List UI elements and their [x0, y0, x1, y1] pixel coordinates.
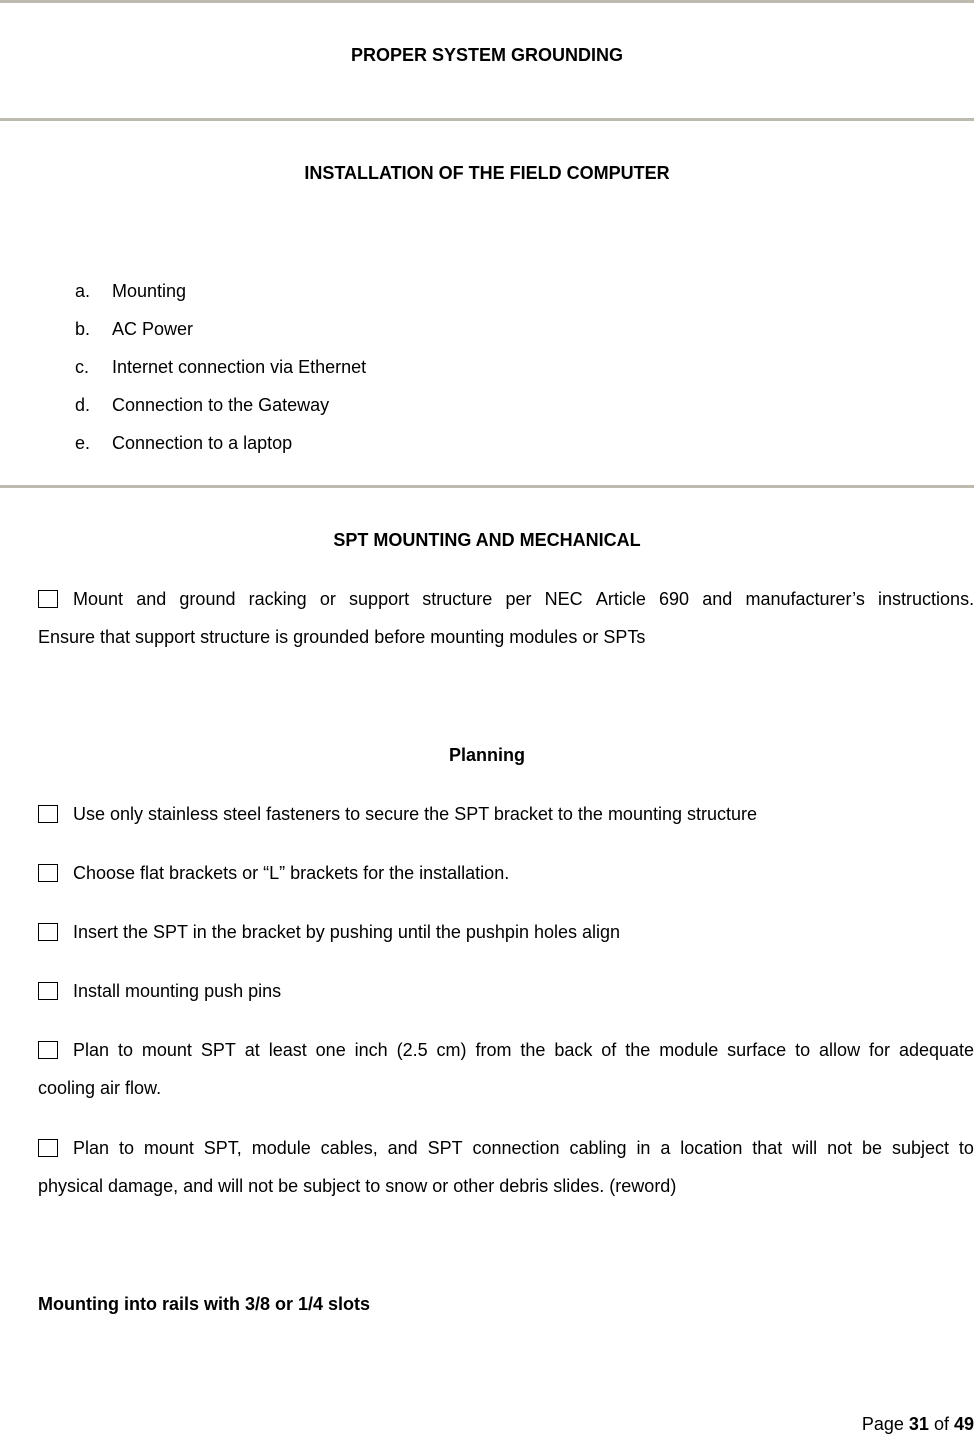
word-gap — [865, 588, 878, 610]
checklist-word: will — [792, 1138, 818, 1158]
section-divider — [0, 485, 974, 488]
checklist-word: per — [505, 589, 532, 609]
word-gap — [689, 588, 702, 610]
checklist-word: from — [475, 1040, 512, 1060]
checklist-line — [38, 980, 974, 1002]
word-gap — [109, 1039, 118, 1061]
word-gap — [511, 1039, 520, 1061]
checklist-word: and — [387, 1138, 418, 1158]
word-gap — [109, 1137, 119, 1159]
page-number — [862, 1413, 974, 1435]
word-gap — [860, 1039, 869, 1061]
word-gap — [817, 1137, 827, 1159]
checklist-word: NEC — [544, 589, 583, 609]
word-gap — [670, 1137, 680, 1159]
word-gap — [123, 588, 136, 610]
word-gap — [786, 1039, 795, 1061]
checklist-continuation: physical damage, and will not be subject to snow or other debris slides. (reword) — [38, 1176, 677, 1196]
word-gap — [742, 1137, 752, 1159]
checkbox[interactable] — [38, 1139, 58, 1157]
checklist-word: cables, — [320, 1138, 378, 1158]
word-gap — [646, 588, 659, 610]
checklist-word: to — [118, 1138, 134, 1158]
checklist-word: inch — [354, 1040, 388, 1060]
word-gap — [583, 588, 596, 610]
word-gap — [194, 1137, 204, 1159]
list-marker: e. — [75, 433, 91, 453]
list-item-text: Mounting — [112, 281, 187, 301]
word-gap — [166, 588, 179, 610]
checklist-word: of — [601, 1040, 617, 1060]
list-marker: b. — [75, 319, 91, 339]
page-label: Page — [861, 1414, 904, 1434]
checklist-line — [38, 803, 974, 825]
word-gap — [463, 1137, 473, 1159]
checkbox[interactable] — [38, 590, 58, 608]
checklist-word: in — [636, 1138, 651, 1158]
checklist-word: Plan — [73, 1040, 110, 1060]
checklist-word: that — [752, 1138, 783, 1158]
word-gap — [492, 588, 505, 610]
checklist-word: and — [702, 589, 733, 609]
checklist-continuation: cooling air flow. — [38, 1078, 162, 1098]
checklist-line — [38, 921, 974, 943]
checklist-word: adequate — [898, 1040, 974, 1060]
checklist-word: at — [244, 1040, 260, 1060]
word-gap — [650, 1137, 660, 1159]
word-gap — [782, 1137, 792, 1159]
word-gap — [418, 1137, 428, 1159]
word-gap — [409, 588, 422, 610]
checklist-word: or — [319, 589, 336, 609]
checklist-word: cabling — [569, 1138, 627, 1158]
word-gap — [560, 1137, 570, 1159]
total-pages: 49 — [953, 1414, 974, 1434]
checklist-word: to — [117, 1040, 133, 1060]
word-gap — [592, 1039, 601, 1061]
checklist-word: subject — [891, 1138, 949, 1158]
word-gap — [242, 1137, 252, 1159]
checkbox[interactable] — [38, 1041, 58, 1059]
word-gap — [890, 1039, 899, 1061]
checklist-word: cm) — [436, 1040, 467, 1060]
checklist-word: support — [349, 589, 410, 609]
word-gap — [428, 1039, 437, 1061]
checklist-word: be — [862, 1138, 883, 1158]
checklist-text: Insert the SPT in the bracket by pushing until the pushpin holes align — [73, 922, 621, 942]
checklist-text: Choose flat brackets or “L” brackets for the installation. — [73, 863, 510, 883]
checklist-word: 690 — [659, 589, 690, 609]
list-item-text: Connection to a laptop — [112, 433, 293, 453]
checklist-word: module — [251, 1138, 311, 1158]
checklist-word: connection — [472, 1138, 560, 1158]
word-gap — [852, 1137, 862, 1159]
word-gap — [810, 1039, 819, 1061]
checklist-word: least — [268, 1040, 307, 1060]
checklist-word: to — [795, 1040, 811, 1060]
checklist-word: module — [659, 1040, 719, 1060]
checklist-word: one — [315, 1040, 346, 1060]
checklist-word: mount — [143, 1138, 194, 1158]
checklist-word: back — [554, 1040, 593, 1060]
word-gap — [531, 588, 544, 610]
checklist-line — [38, 588, 974, 610]
checklist-word: not — [827, 1138, 853, 1158]
word-gap — [236, 1039, 245, 1061]
checklist-word: racking — [248, 589, 307, 609]
word-gap — [650, 1039, 659, 1061]
checklist-line — [38, 1137, 974, 1159]
checklist-word: surface — [727, 1040, 787, 1060]
checklist-word: a — [660, 1138, 671, 1158]
checklist-text: Install mounting push pins — [73, 981, 282, 1001]
checklist-text: Use only stainless steel fasteners to secure the SPT bracket to the mounting structure — [73, 804, 758, 824]
word-gap — [616, 1039, 625, 1061]
list-item-text: Internet connection via Ethernet — [112, 357, 367, 377]
word-gap — [467, 1039, 476, 1061]
planning-title: Planning — [449, 745, 525, 765]
list-marker: d. — [75, 395, 91, 415]
checklist-line — [38, 862, 974, 884]
top-divider — [0, 0, 974, 3]
word-gap — [388, 1039, 397, 1061]
checklist-word: and — [136, 589, 167, 609]
subheading-rails: Mounting into rails with 3/8 or 1/4 slots — [38, 1294, 371, 1314]
word-gap — [134, 1137, 144, 1159]
word-gap — [260, 1039, 269, 1061]
checklist-word: SPT, — [203, 1138, 242, 1158]
word-gap — [378, 1137, 388, 1159]
word-gap — [307, 1039, 316, 1061]
checklist-word: location — [680, 1138, 743, 1158]
checklist-word: Mount — [73, 589, 124, 609]
page-of-label: of — [933, 1414, 949, 1434]
checklist-word: Article — [595, 589, 646, 609]
checklist-word: ground — [179, 589, 236, 609]
section-title-field-computer: INSTALLATION OF THE FIELD COMPUTER — [304, 163, 670, 183]
word-gap — [336, 588, 349, 610]
section-title-grounding: PROPER SYSTEM GROUNDING — [350, 45, 624, 65]
checklist-word: (2.5 — [396, 1040, 428, 1060]
checklist-word: to — [958, 1138, 974, 1158]
checklist-word: the — [520, 1040, 546, 1060]
list-item-text: Connection to the Gateway — [112, 395, 330, 415]
checkbox[interactable] — [38, 864, 58, 882]
word-gap — [627, 1137, 637, 1159]
section-title-spt-mounting: SPT MOUNTING AND MECHANICAL — [333, 530, 641, 550]
checklist-word: allow — [819, 1040, 861, 1060]
checkbox[interactable] — [38, 923, 58, 941]
checklist-word: manufacturer’s — [745, 589, 865, 609]
checklist-line — [38, 1039, 974, 1061]
list-marker: c. — [75, 357, 90, 377]
checklist-word: instructions. — [878, 589, 974, 609]
checklist-word: SPT — [427, 1138, 463, 1158]
list-item-text: AC Power — [112, 319, 194, 339]
word-gap — [732, 588, 745, 610]
word-gap — [545, 1039, 554, 1061]
checklist-continuation: Ensure that support structure is grounded before mounting modules or SPTs — [38, 627, 646, 647]
word-gap — [718, 1039, 727, 1061]
word-gap — [133, 1039, 142, 1061]
checklist-word: SPT — [200, 1040, 236, 1060]
checklist-word: for — [869, 1040, 891, 1060]
list-marker: a. — [75, 281, 91, 301]
word-gap — [311, 1137, 321, 1159]
word-gap — [346, 1039, 355, 1061]
checkbox[interactable] — [38, 805, 58, 823]
checklist-word: structure — [422, 589, 493, 609]
word-gap — [192, 1039, 201, 1061]
checklist-word: the — [625, 1040, 651, 1060]
word-gap — [307, 588, 320, 610]
checklist-word: mount — [141, 1040, 192, 1060]
checklist-word: Plan — [73, 1138, 110, 1158]
current-page: 31 — [908, 1414, 929, 1434]
word-gap — [882, 1137, 892, 1159]
checkbox[interactable] — [38, 982, 58, 1000]
word-gap — [949, 1137, 959, 1159]
section-divider — [0, 118, 974, 121]
word-gap — [235, 588, 248, 610]
